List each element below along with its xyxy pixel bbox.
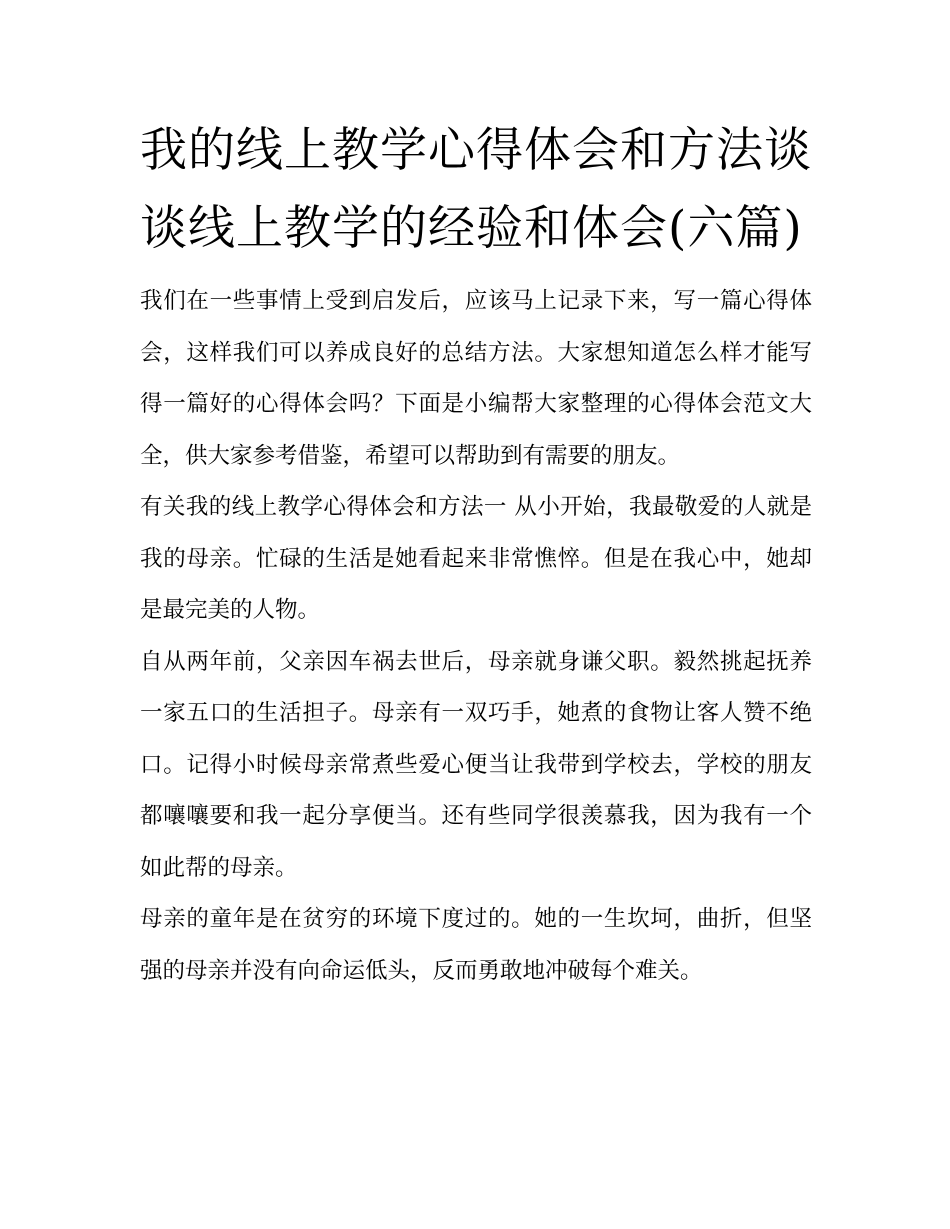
- paragraph-childhood: 母亲的童年是在贫穷的环境下度过的。她的一生坎坷，曲折，但坚强的母亲并没有向命运低头，反而勇敢地冲破每个难关。: [140, 906, 812, 984]
- document-title: 我的线上教学心得体会和方法谈谈线上教学的经验和体会(六篇): [140, 123, 812, 256]
- paragraph-father: 自从两年前，父亲因车祸去世后，母亲就身谦父职。毅然挑起抚养一家五口的生活担子。母亲有一双巧手，她煮的食物让客人赞不绝口。记得小时候母亲常煮些爱心便当让我带到学校去，学校的朋友都嚷嚷要和我一起分享便当。还有些同学很羡慕我，因为我有一个如此帮的母亲。: [140, 648, 812, 881]
- paragraph-section-one: 有关我的线上教学心得体会和方法一 从小开始，我最敬爱的人就是我的母亲。忙碌的生活是她看起来非常憔悴。但是在我心中，她却是最完美的人物。: [140, 494, 812, 623]
- paragraph-intro: 我们在一些事情上受到启发后，应该马上记录下来，写一篇心得体会，这样我们可以养成良好的总结方法。大家想知道怎么样才能写得一篇好的心得体会吗？下面是小编帮大家整理的心得体会范文大全，供大家参考借鉴，希望可以帮助到有需要的朋友。: [140, 288, 812, 469]
- document-page: [140, 112, 812, 997]
